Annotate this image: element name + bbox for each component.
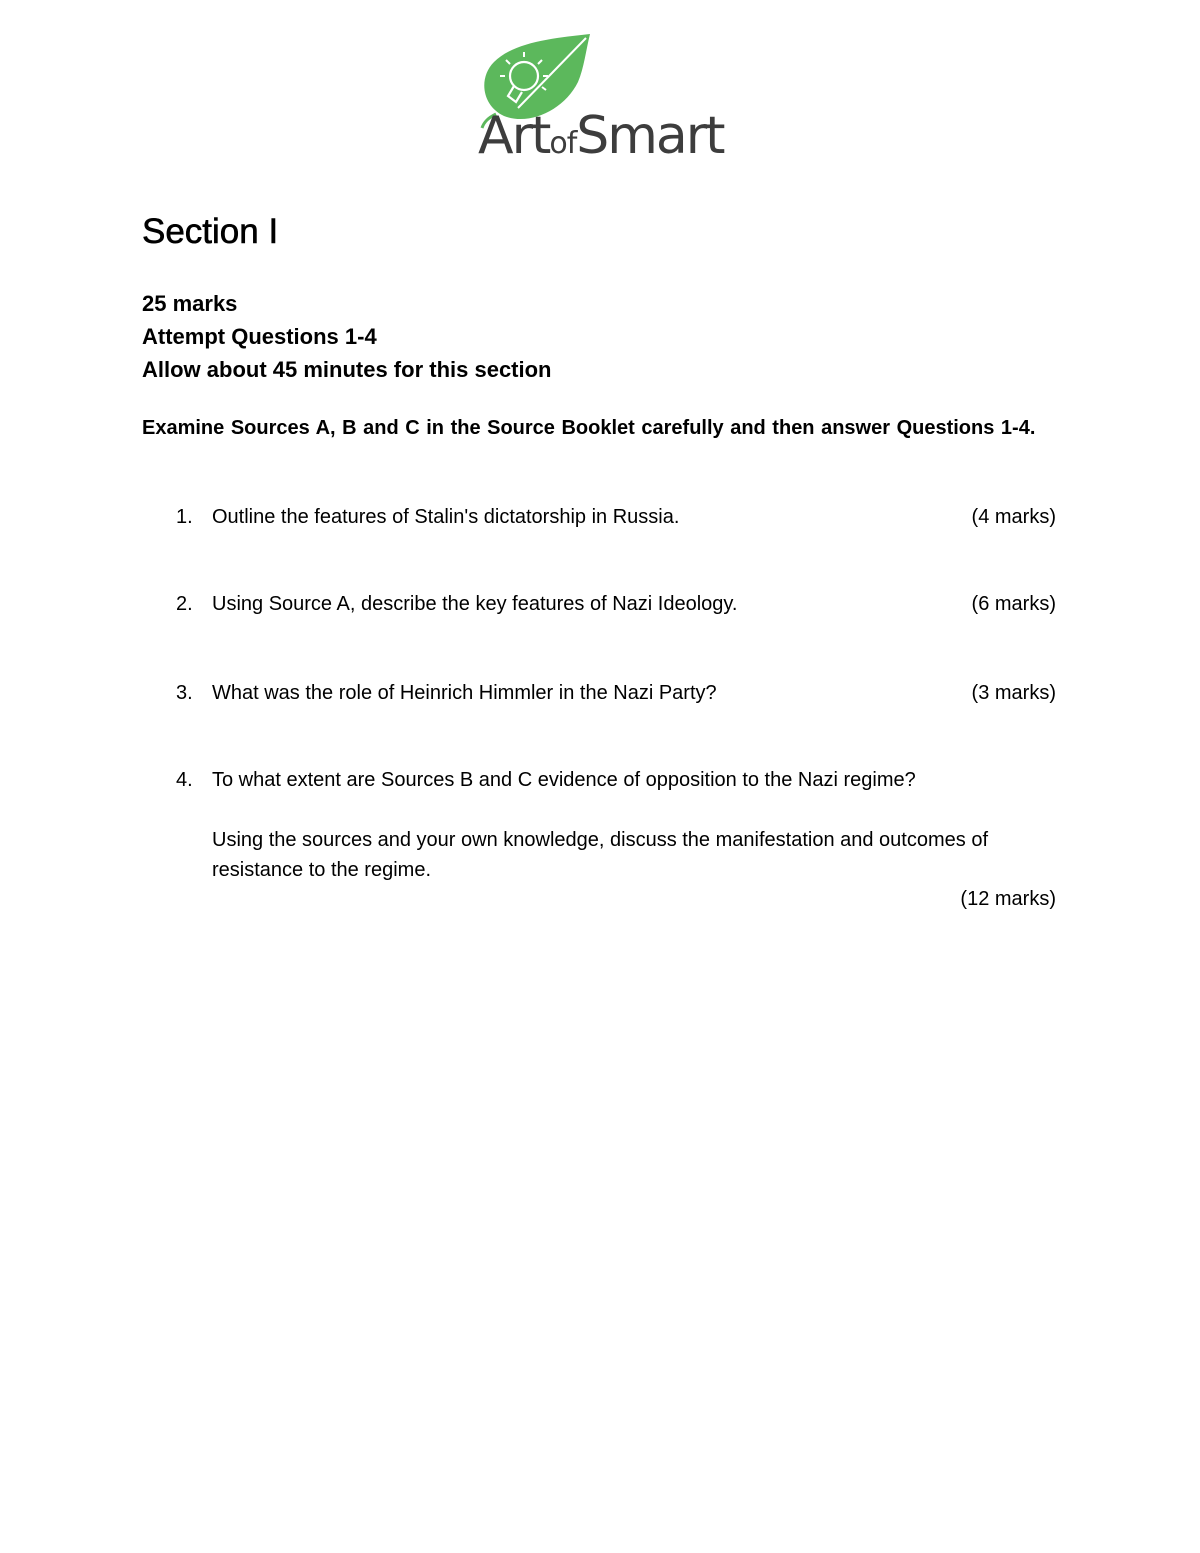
question-number: 1. — [176, 506, 193, 528]
question-marks: (3 marks) — [971, 682, 1056, 704]
logo-wordmark — [478, 106, 724, 166]
question-number: 2. — [176, 593, 193, 615]
instruction-text: Examine Sources A, B and C in the Source Booklet carefully and then answer Questions 1-4. — [142, 417, 1036, 439]
question-4 — [176, 765, 1056, 915]
question-marks: (4 marks) — [971, 506, 1056, 528]
section-attempt: Attempt Questions 1-4 — [142, 324, 377, 349]
question-marks: (6 marks) — [971, 593, 1056, 615]
question-text: Outline the features of Stalin's dictatorship in Russia. — [212, 506, 680, 528]
question-number: 4. — [176, 769, 193, 791]
question-marks: (12 marks) — [960, 888, 1056, 910]
question-text: To what extent are Sources B and C evidence of opposition to the Nazi regime? — [212, 769, 916, 791]
art-of-smart-logo — [474, 30, 724, 170]
logo-word-of: of — [549, 126, 577, 161]
logo-word-art: Art — [478, 106, 550, 166]
section-time: Allow about 45 minutes for this section — [142, 357, 552, 382]
section-title: Section I — [142, 212, 279, 251]
question-text: Using Source A, describe the key features of Nazi Ideology. — [212, 593, 738, 615]
question-follow-up: Using the sources and your own knowledge, discuss the manifestation and outcomes of resistance to the regime. — [212, 829, 988, 881]
logo-word-smart: Smart — [576, 106, 724, 166]
section-marks: 25 marks — [142, 291, 238, 316]
question-number: 3. — [176, 682, 193, 704]
question-text: What was the role of Heinrich Himmler in the Nazi Party? — [212, 682, 717, 704]
section-meta — [142, 287, 552, 386]
